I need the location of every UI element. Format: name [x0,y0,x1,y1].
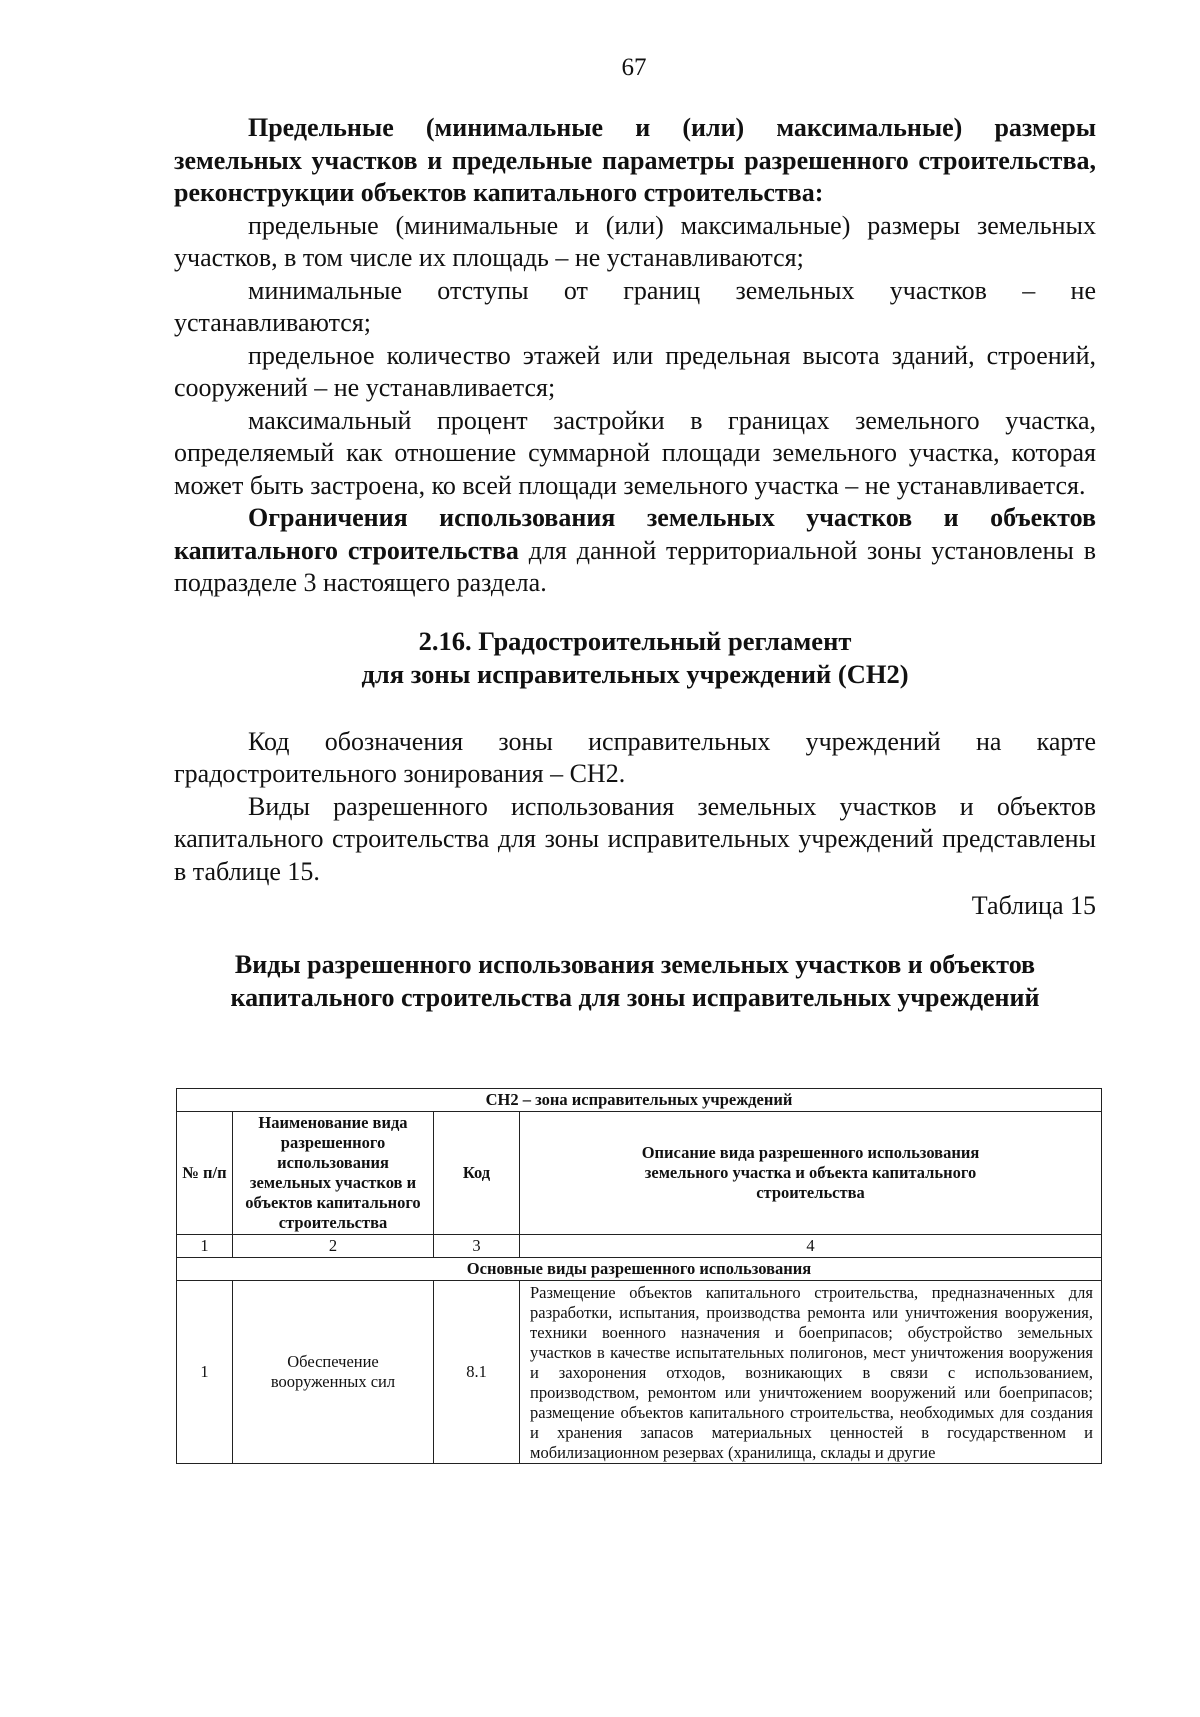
table-caption: Таблица 15 [971,891,1096,920]
column-number: 1 [177,1235,233,1258]
page-number: 67 [621,54,647,81]
table-title-line1: Виды разрешенного использования земельных участков и объектов [234,949,1036,979]
row-description: Размещение объектов капитального строительства, предназначенных для разработки, испытания, производства ремонта или уничтожения вооружения, техники военного назначения и боеприпасов; обустройство земельных участков в качестве испытательных полигонов, мест уничтожения вооружения и захоронения отходов, возникающих в связи с использованием, производством, ремонтом или уничтожением вооружений или боеприпасов; размещение объектов капитального строительства, необходимых для создания и хранения запасов материальных ценностей в государственном и мобилизационном резервах (хранилища, склады и другие [520,1281,1102,1464]
paragraph-uses-intro: Виды разрешенного использования земельных участков и объектов капитального строительства для зоны исправительных учреждений представлены в таблице 15. [174,791,1096,886]
section-title [174,625,1096,691]
group-header-cell: Основные виды разрешенного использования [177,1258,1102,1281]
column-number: 3 [434,1235,520,1258]
header-num: № п/п [177,1112,233,1235]
row-code: 8.1 [434,1281,520,1464]
header-name: Наименование вида разрешенного использования земельных участков и объектов капитального строительства [233,1112,434,1235]
restrictions-bold: Ограничения использования земельных участков и объектов капитального строительства [174,503,1096,565]
row-name: Обеспечение вооруженных сил [233,1281,434,1464]
header-row [177,1112,1102,1235]
table-row [177,1281,1102,1464]
paragraph-restrictions [174,502,1096,600]
paragraph-build-percent: максимальный процент застройки в границах земельного участка, определяемый как отношение суммарной площади земельного участка, которая может быть застроена, ко всей площади земельного участка – не устанавливается. [174,405,1096,500]
column-number: 4 [520,1235,1102,1258]
header-code: Код [434,1112,520,1235]
zone-header-cell: СН2 – зона исправительных учреждений [177,1089,1102,1112]
zone-header-row [177,1089,1102,1112]
column-numbers-row [177,1235,1102,1258]
paragraph-setbacks: минимальные отступы от границ земельных участков – не устанавливаются; [174,275,1096,337]
header-description: Описание вида разрешенного использования земельного участка и объекта капитального строительства [520,1112,1102,1235]
section-title-line1: 2.16. Градостроительный регламент [418,625,852,656]
paragraph-limits-heading: Предельные (минимальные и (или) максимальные) размеры земельных участков и предельные параметры разрешенного строительства, реконструкции объектов капитального строительства: [174,113,1096,207]
uses-table [176,1088,1102,1464]
table-title-line2: капитального строительства для зоны исправительных учреждений [230,982,1040,1012]
column-number: 2 [233,1235,434,1258]
section-title-line2: для зоны исправительных учреждений (СН2) [361,658,909,689]
paragraph-plot-sizes: предельные (минимальные и (или) максимальные) размеры земельных участков, в том числе их площадь – не устанавливаются; [174,210,1096,272]
row-num: 1 [177,1281,233,1464]
group-header-row [177,1258,1102,1281]
paragraph-zone-code: Код обозначения зоны исправительных учреждений на карте градостроительного зонирования – СН2. [174,726,1096,788]
table-title [174,948,1096,1014]
body-text [174,112,1096,1014]
paragraph-floors: предельное количество этажей или предельная высота зданий, строений, сооружений – не устанавливается; [174,340,1096,402]
restrictions-rest: для данной территориальной зоны установлены в подразделе 3 настоящего раздела. [174,535,1096,597]
